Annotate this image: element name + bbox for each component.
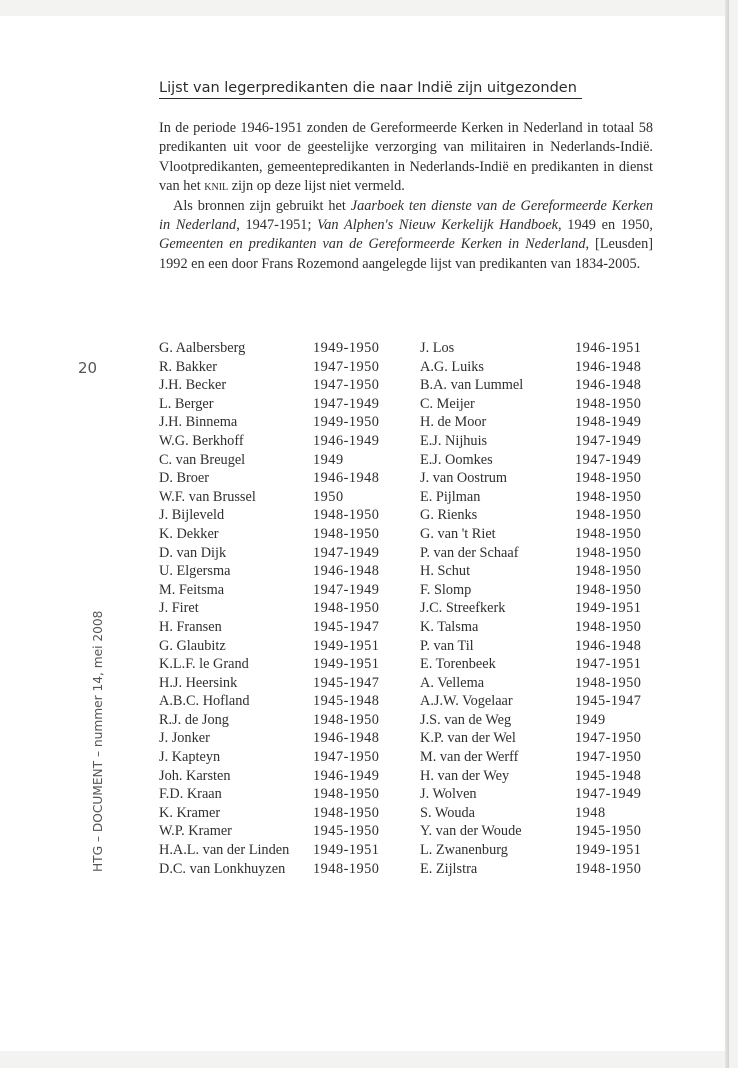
predikant-name: J.H. Becker [159, 377, 227, 394]
predikant-name: A.J.W. Vogelaar [420, 693, 513, 710]
service-years: 1949-1951 [313, 637, 380, 654]
list-item [159, 841, 393, 860]
predikanten-list-right [420, 339, 653, 878]
service-years: 1945-1947 [313, 618, 380, 635]
list-item [420, 841, 653, 860]
service-years: 1947-1950 [313, 358, 380, 375]
service-years: 1948-1950 [575, 525, 642, 542]
service-years: 1949-1951 [313, 842, 380, 859]
list-item [159, 655, 393, 674]
service-years: 1948-1949 [575, 414, 642, 431]
predikant-name: C. Meijer [420, 395, 475, 412]
predikant-name: J. Firet [159, 600, 199, 617]
service-years: 1946-1948 [313, 730, 380, 747]
list-item [159, 599, 393, 618]
service-years: 1946-1948 [575, 377, 642, 394]
list-item [159, 637, 393, 656]
predikant-name: G. Rienks [420, 507, 478, 524]
predikanten-list-left [159, 339, 393, 878]
service-years: 1946-1951 [575, 340, 642, 356]
service-years: 1945-1948 [313, 693, 380, 710]
predikant-name: E.J. Nijhuis [420, 432, 488, 449]
predikant-name: L. Berger [159, 395, 214, 412]
predikant-name: H.A.L. van der Linden [159, 842, 290, 859]
section-heading: Lijst van legerpredikanten die naar Indië zijn uitgezonden [159, 80, 582, 99]
predikant-name: H. Fransen [159, 618, 222, 635]
list-item [420, 822, 653, 841]
intro-p1-text-a: In de periode 1946-1951 zonden de Gereformeerde Kerken in Nederland in totaal 58 predikanten uit voor de geestelijke verzorging van militairen in Nederlands-Indië. Vlootpredikanten, gemeentepredikanten in Nederlands-Indië en predikanten in dienst van het [159, 120, 653, 195]
predikant-name: S. Wouda [420, 804, 475, 821]
service-years: 1947-1950 [575, 749, 642, 766]
list-item [159, 618, 393, 637]
service-years: 1949-1950 [313, 414, 380, 431]
list-item [159, 469, 393, 488]
list-item [159, 376, 393, 395]
predikant-name: G. van 't Riet [420, 525, 496, 542]
service-years: 1947-1949 [575, 432, 642, 449]
predikant-name: A. Vellema [420, 674, 485, 691]
intro-paragraph-1 [159, 119, 653, 197]
service-years: 1947-1949 [575, 451, 642, 468]
service-years: 1948 [575, 804, 606, 821]
list-item [420, 655, 653, 674]
predikant-name: W.F. van Brussel [159, 488, 256, 505]
predikant-name: D. van Dijk [159, 544, 227, 561]
list-item [420, 785, 653, 804]
predikant-name: R. Bakker [159, 358, 217, 375]
predikant-name: J.S. van de Weg [420, 711, 512, 728]
service-years: 1945-1947 [575, 693, 642, 710]
list-item [420, 748, 653, 767]
list-item [420, 674, 653, 693]
list-item [420, 432, 653, 451]
list-item [159, 674, 393, 693]
running-footer: HTG – DOCUMENT – nummer 14, mei 2008 [91, 610, 105, 872]
abbreviation-knil: knil [204, 178, 229, 195]
service-years: 1945-1950 [313, 823, 380, 840]
predikant-name: J. Bijleveld [159, 507, 225, 524]
predikant-name: W.G. Berkhoff [159, 432, 244, 449]
list-item [159, 488, 393, 507]
list-item [420, 729, 653, 748]
list-item [159, 860, 393, 879]
list-item [420, 804, 653, 823]
service-years: 1947-1949 [575, 786, 642, 803]
service-years: 1948-1950 [313, 525, 380, 542]
list-item [420, 506, 653, 525]
service-years: 1950 [313, 488, 344, 505]
predikant-name: J. Wolven [420, 786, 477, 803]
predikant-name: L. Zwanenburg [420, 842, 508, 859]
list-item [159, 562, 393, 581]
list-item [420, 767, 653, 786]
service-years: 1948-1950 [575, 674, 642, 691]
service-years: 1948-1950 [575, 544, 642, 561]
predikant-name: E.J. Oomkes [420, 451, 493, 468]
predikant-name: H. van der Wey [420, 767, 510, 784]
service-years: 1948-1950 [575, 860, 642, 877]
list-item [159, 544, 393, 563]
service-years: 1948-1950 [575, 581, 642, 598]
predikant-name: K. Talsma [420, 618, 479, 635]
service-years: 1948-1950 [313, 860, 380, 877]
service-years: 1949 [313, 451, 344, 468]
predikant-name: F.D. Kraan [159, 786, 222, 803]
service-years: 1948-1950 [575, 395, 642, 412]
list-item [420, 451, 653, 470]
source-title-gemeenten: Gemeenten en predikanten van de Gereformeerde Kerken in Nederland [159, 236, 586, 253]
service-years: 1948-1950 [313, 507, 380, 524]
service-years: 1946-1948 [575, 358, 642, 375]
service-years: 1949-1951 [575, 600, 642, 617]
predikant-name: J.H. Binnema [159, 414, 238, 431]
service-years: 1947-1951 [575, 656, 642, 673]
page-edge [725, 0, 729, 1068]
predikant-name: M. van der Werff [420, 749, 519, 766]
predikant-name: P. van Til [420, 637, 474, 654]
service-years: 1946-1948 [313, 470, 380, 487]
list-item [159, 506, 393, 525]
predikant-name: K. Kramer [159, 804, 221, 821]
list-item [159, 432, 393, 451]
service-years: 1945-1947 [313, 674, 380, 691]
service-years: 1946-1949 [313, 767, 380, 784]
list-item [420, 544, 653, 563]
intro-p2-text-c: , 1949 en 1950, [558, 217, 653, 234]
service-years: 1948-1950 [313, 786, 380, 803]
list-item [159, 358, 393, 377]
predikant-name: K.P. van der Wel [420, 730, 516, 747]
list-item [420, 860, 653, 879]
service-years: 1945-1948 [575, 767, 642, 784]
list-item [420, 469, 653, 488]
predikant-name: K. Dekker [159, 525, 219, 542]
list-item [420, 711, 653, 730]
list-item [420, 339, 653, 358]
predikant-name: H.J. Heersink [159, 674, 238, 691]
list-item [420, 618, 653, 637]
predikant-name: B.A. van Lummel [420, 377, 524, 394]
list-item [159, 451, 393, 470]
intro-paragraph-2 [159, 197, 653, 275]
predikant-name: A.G. Luiks [420, 358, 484, 375]
service-years: 1949 [575, 711, 606, 728]
list-item [159, 395, 393, 414]
source-title-jaarboek: Jaarboek ten dienste van de Gereformeerde Kerken in Nederland [159, 197, 653, 234]
predikant-name: H. Schut [420, 563, 471, 580]
predikant-name: H. de Moor [420, 414, 487, 431]
list-item [159, 711, 393, 730]
predikant-name: G. Aalbersberg [159, 340, 246, 356]
predikant-name: F. Slomp [420, 581, 472, 598]
intro-text [159, 119, 653, 274]
intro-p2-text-b: , 1947-1951; [236, 217, 318, 234]
service-years: 1947-1950 [575, 730, 642, 747]
list-item [159, 692, 393, 711]
list-item [420, 376, 653, 395]
page-number: 20 [78, 359, 98, 377]
service-years: 1948-1950 [575, 618, 642, 635]
service-years: 1946-1948 [575, 637, 642, 654]
service-years: 1946-1948 [313, 563, 380, 580]
list-item [159, 581, 393, 600]
predikant-name: D.C. van Lonkhuyzen [159, 860, 286, 877]
service-years: 1947-1949 [313, 395, 380, 412]
predikant-name: C. van Breugel [159, 451, 246, 468]
predikant-name: E. Pijlman [420, 488, 481, 505]
predikant-name: K.L.F. le Grand [159, 656, 249, 673]
list-item [420, 637, 653, 656]
service-years: 1949-1951 [313, 656, 380, 673]
list-item [420, 395, 653, 414]
predikant-name: W.P. Kramer [159, 823, 232, 840]
list-item [159, 339, 393, 358]
list-item [420, 599, 653, 618]
list-item [159, 413, 393, 432]
service-years: 1948-1950 [575, 470, 642, 487]
intro-p1-text-b: zijn op deze lijst niet vermeld. [228, 178, 405, 195]
list-item [159, 785, 393, 804]
predikant-name: P. van der Schaaf [420, 544, 519, 561]
service-years: 1948-1950 [575, 507, 642, 524]
list-item [159, 804, 393, 823]
predikant-name: D. Broer [159, 470, 210, 487]
list-item [159, 525, 393, 544]
list-item [420, 488, 653, 507]
source-title-handboek: Van Alphen's Nieuw Kerkelijk Handboek [317, 217, 559, 234]
list-item [159, 767, 393, 786]
service-years: 1947-1949 [313, 544, 380, 561]
list-item [420, 413, 653, 432]
service-years: 1949-1951 [575, 842, 642, 859]
predikant-name: E. Torenbeek [420, 656, 496, 673]
service-years: 1948-1950 [313, 711, 380, 728]
predikant-name: J. Jonker [159, 730, 210, 747]
predikant-name: J. Kapteyn [159, 749, 221, 766]
service-years: 1948-1950 [575, 488, 642, 505]
service-years: 1949-1950 [313, 340, 380, 356]
service-years: 1948-1950 [313, 804, 380, 821]
list-item [420, 581, 653, 600]
list-item [420, 562, 653, 581]
intro-p2-text-a: Als bronnen zijn gebruikt het [173, 197, 351, 214]
list-item [420, 358, 653, 377]
service-years: 1947-1950 [313, 749, 380, 766]
service-years: 1945-1950 [575, 823, 642, 840]
predikant-name: J. Los [420, 340, 455, 356]
service-years: 1947-1949 [313, 581, 380, 598]
predikant-name: E. Zijlstra [420, 860, 478, 877]
list-item [420, 692, 653, 711]
predikant-name: J.C. Streefkerk [420, 600, 506, 617]
predikant-name: U. Elgersma [159, 563, 231, 580]
service-years: 1948-1950 [575, 563, 642, 580]
service-years: 1948-1950 [313, 600, 380, 617]
list-item [159, 822, 393, 841]
list-item [159, 748, 393, 767]
predikant-name: R.J. de Jong [159, 711, 229, 728]
list-item [159, 729, 393, 748]
predikant-name: Y. van der Woude [420, 823, 522, 840]
list-item [420, 525, 653, 544]
predikant-name: Joh. Karsten [159, 767, 231, 784]
predikant-name: G. Glaubitz [159, 637, 226, 654]
predikant-name: A.B.C. Hofland [159, 693, 250, 710]
predikant-name: J. van Oostrum [420, 470, 507, 487]
service-years: 1946-1949 [313, 432, 380, 449]
intro-p2-text-d: , [Leusden] 1992 en een door Frans Rozemond aangelegde lijst van predikanten van 1834-2005. [159, 236, 653, 272]
predikant-name: M. Feitsma [159, 581, 225, 598]
service-years: 1947-1950 [313, 377, 380, 394]
